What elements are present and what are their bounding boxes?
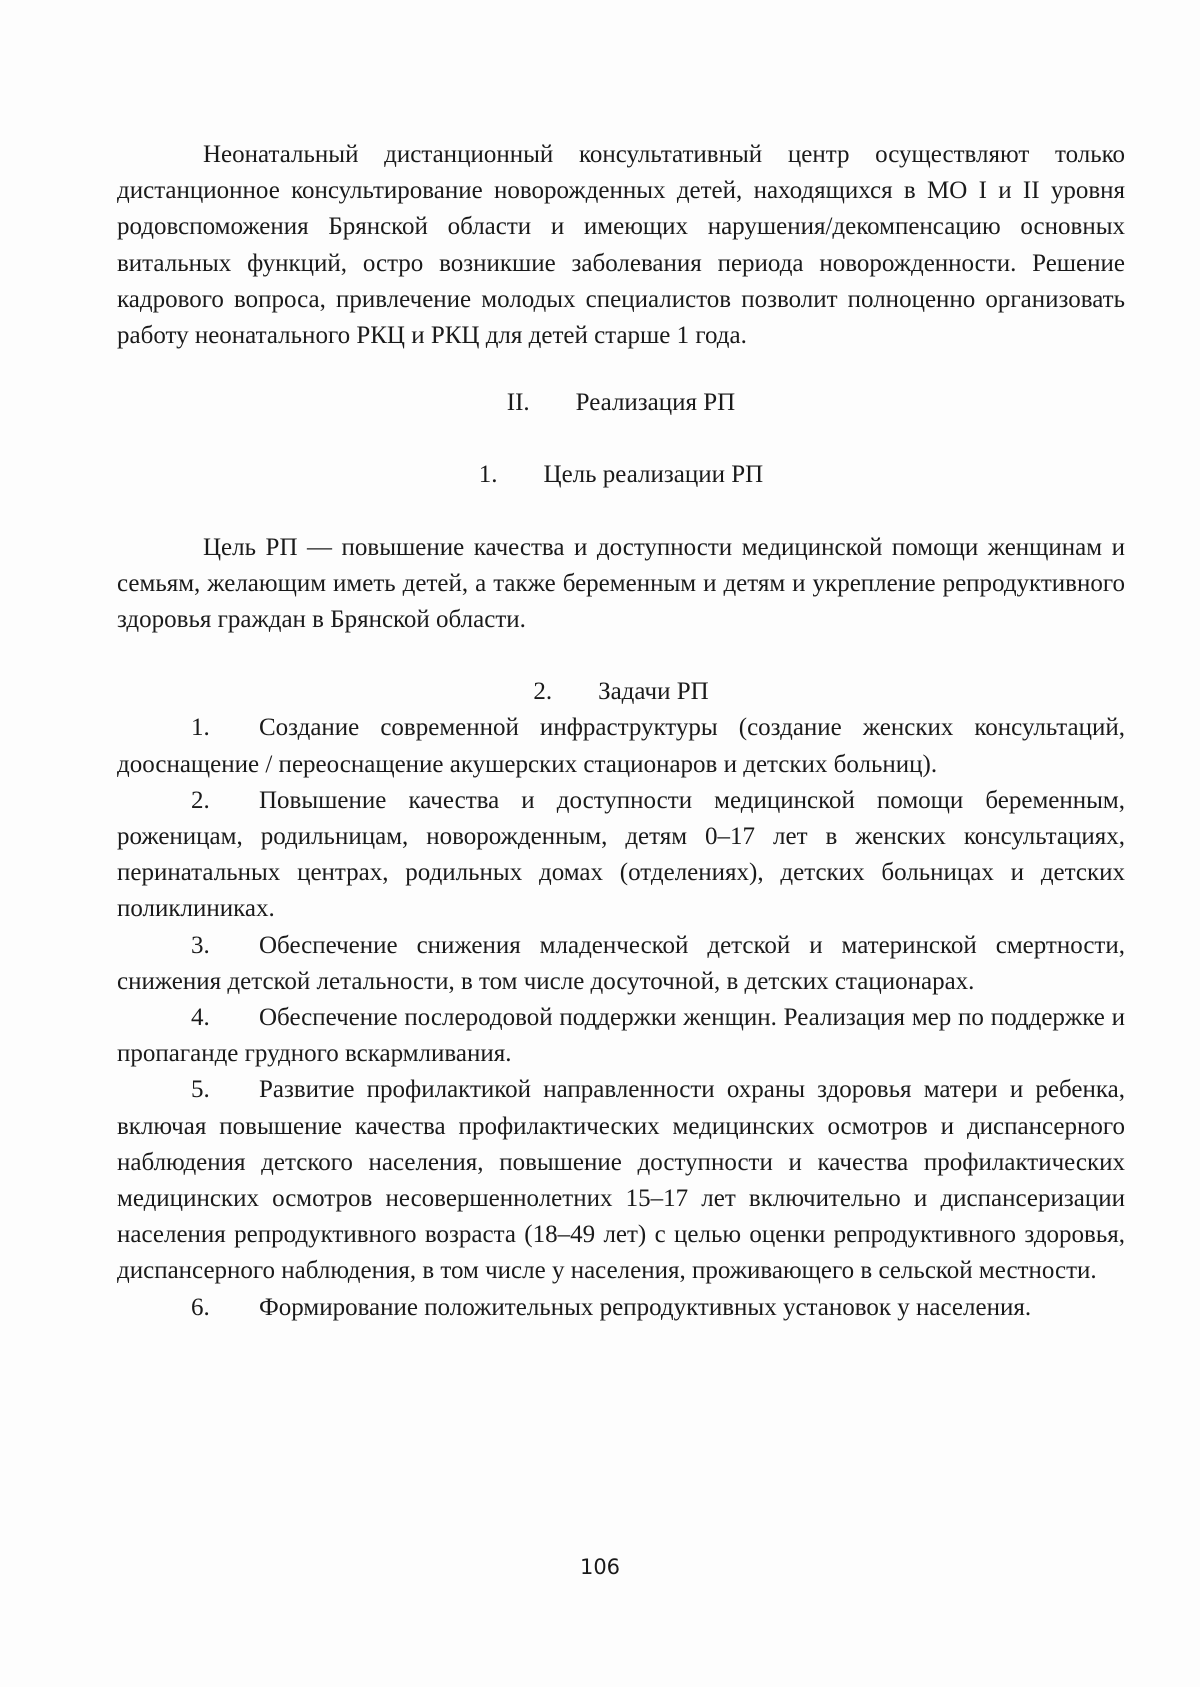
list-item-text: Повышение качества и доступности медицинской помощи беременным, роженицам, родильницам, новорожденным, детям 0–17 лет в женских консультациях, перинатальных центрах, родильных домах (отделениях), детских больницах и детских поликлиниках.	[117, 786, 1125, 923]
list-item	[117, 783, 1125, 928]
intro-paragraph: Неонатальный дистанционный консультативный центр осуществляют только дистанционное консультирование новорожденных детей, находящихся в МО I и II уровня родовспоможения Брянской области и имеющих нарушения/декомпенсацию основных витальных функций, остро возникшие заболевания периода новорожденности. Решение кадрового вопроса, привлечение молодых специалистов позволит полноценно организовать работу неонатального РКЦ и РКЦ для детей старше 1 года.	[117, 141, 1125, 350]
tasks-heading-title: Задачи РП	[598, 678, 709, 706]
list-item-text: Создание современной инфраструктуры (создание женских консультаций, дооснащение / переоснащение акушерских стационаров и детских больниц).	[117, 714, 1125, 778]
list-item-number: 2.	[191, 786, 210, 814]
list-item	[117, 1000, 1125, 1072]
tasks-heading-number: 2.	[533, 678, 553, 706]
tasks-heading	[117, 674, 1125, 710]
section-number: II.	[506, 389, 530, 417]
list-item	[117, 928, 1125, 1000]
tasks-list	[117, 710, 1125, 1325]
page-content	[117, 137, 1125, 1326]
list-item-number: 5.	[191, 1076, 210, 1104]
list-item-number: 4.	[191, 1004, 210, 1032]
list-item-number: 1.	[191, 714, 210, 742]
list-item	[117, 1290, 1125, 1326]
goal-heading	[117, 457, 1125, 493]
list-item-number: 6.	[191, 1293, 210, 1321]
list-item-text: Развитие профилактикой направленности охраны здоровья матери и ребенка, включая повышение качества профилактических медицинских осмотров и диспансерного наблюдения детского населения, повышение доступности и качества профилактических медицинских осмотров несовершеннолетних 15–17 лет включительно и диспансеризации населения репродуктивного возраста (18–49 лет) с целью оценки репродуктивного здоровья, диспансерного наблюдения, в том числе у населения, проживающего в сельской местности.	[117, 1076, 1125, 1285]
list-item-text: Формирование положительных репродуктивных установок у населения.	[259, 1293, 1032, 1321]
list-item-text: Обеспечение послеродовой поддержки женщин. Реализация мер по поддержке и пропаганде грудного вскармливания.	[117, 1004, 1125, 1068]
list-item-text: Обеспечение снижения младенческой детской и материнской смертности, снижения детской летальности, в том числе досуточной, в детских стационарах.	[117, 931, 1125, 995]
list-item	[117, 710, 1125, 782]
goal-heading-title: Цель реализации РП	[543, 461, 764, 489]
page-number: 106	[579, 1555, 621, 1579]
section-heading	[117, 385, 1125, 421]
goal-paragraph: Цель РП — повышение качества и доступности медицинской помощи женщинам и семьям, желающим иметь детей, а также беременным и детям и укрепление репродуктивного здоровья граждан в Брянской области.	[117, 533, 1125, 634]
list-item	[117, 1072, 1125, 1289]
list-item-number: 3.	[191, 931, 210, 959]
section-title: Реализация РП	[575, 389, 736, 417]
goal-heading-number: 1.	[478, 461, 498, 489]
